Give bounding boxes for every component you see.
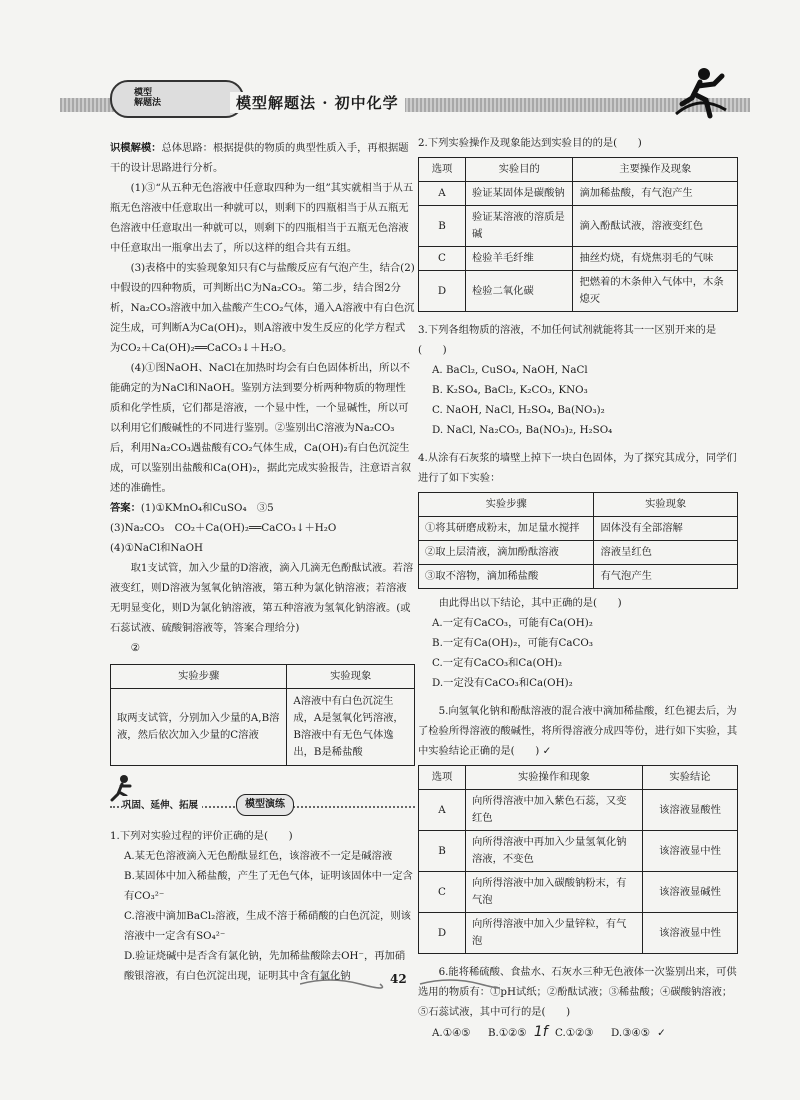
- question-1-option: D.验证烧碱中是否含有氯化钠，先加稀盐酸除去OH⁻，再加硝酸银溶液，有白色沉淀出现，证明其中含有氯化钠: [124, 950, 406, 982]
- table-row: ①将其研磨成粉末，加足量水搅拌 固体没有全部溶解: [419, 517, 738, 541]
- q5-table-header: 实验操作和现象: [466, 766, 643, 790]
- answer-line-4-detail: 取1支试管，加入少量的D溶液，滴入几滴无色酚酞试液。若溶液变红，则D溶液为氢氧化钠溶液，第五种为氯化钠溶液；若溶液无明显变化，则D为氯化钠溶液，第五种溶液为氢氧化钠溶液。(或石蕊试液、硫酸铜溶液等，答案合理给分): [110, 562, 414, 634]
- question-5-table: [418, 765, 738, 954]
- table-row: C 向所得溶液中加入碳酸钠粉末，有气泡 该溶液显碱性: [419, 872, 738, 913]
- right-column: [418, 133, 738, 1043]
- page-footer: [300, 970, 500, 994]
- question-4-option: D.一定没有CaCO₃和Ca(OH)₂: [432, 677, 573, 689]
- question-3-option: B. K₂SO₄, BaCl₂, K₂CO₃, KNO₃: [432, 384, 588, 396]
- page-number: 42: [390, 972, 407, 986]
- analysis-part-1: (1)③“从五种无色溶液中任意取四种为一组”其实就相当于从五瓶无色溶液中任意取出一种就可以，则剩下的四瓶相当于从五瓶无色溶液中任意取出一种就可以，则剩下的四瓶相当于五瓶无色溶液中任意取出一瓶拿出去了，所以这样的组合共有五组。: [110, 182, 414, 254]
- answer-table-header: 实验现象: [287, 665, 415, 689]
- table-row: D 向所得溶液中加入少量锌粒，有气泡 该溶液显中性: [419, 913, 738, 954]
- answer-line-3: (3)Na₂CO₃ CO₂＋Ca(OH)₂══CaCO₃↓＋H₂O: [110, 522, 337, 534]
- answer-table-cell: 取两支试管，分别加入少量的A,B溶液，然后依次加入少量的C溶液: [111, 689, 287, 766]
- left-column: [110, 138, 415, 986]
- question-4-option: C.一定有CaCO₃和Ca(OH)₂: [432, 657, 563, 669]
- analysis-part-4: (4)①图NaOH、NaCl在加热时均会有白色固体析出，所以不能确定的为NaCl和NaOH。鉴别方法到要分析两种物质的物理性质和化学性质，它们都是溶液，一个显中性，一个显碱性，所以可以利用它们酸碱性的不同进行鉴别。②鉴别出C溶液为Na₂CO₃后，利用Na₂CO₃遇盐酸有CO₂气体生成，Ca(OH)₂有白色沉淀生成，可以鉴别出盐酸和Ca(OH)₂，据此完成实验报告，注意语言叙述的准确性。: [110, 362, 412, 494]
- answer-table-header: 实验步骤: [111, 665, 287, 689]
- q2-table-header: 主要操作及现象: [573, 158, 738, 182]
- question-6-options: A.①④⑤ B.①②⑤ 1f C.①②③ D.③④⑤ ✓: [432, 1024, 666, 1040]
- banner-subtitle: 巩固、延伸、拓展: [122, 796, 202, 816]
- question-1: 1.下列对实验过程的评价正确的是( ): [110, 830, 293, 842]
- q5-table-header: 实验结论: [643, 766, 738, 790]
- q4-table-header: 实验现象: [594, 493, 738, 517]
- question-3-option: A. BaCl₂, CuSO₄, NaOH, NaCl: [432, 364, 588, 376]
- table-row: C 检验羊毛纤维 抽丝灼烧，有烧焦羽毛的气味: [419, 247, 738, 271]
- question-1-option: A.某无色溶液滴入无色酚酞显红色，该溶液不一定是碱溶液: [124, 850, 393, 862]
- question-3: 3.下列各组物质的溶液，不加任何试剂就能将其一一区别开来的是( ): [418, 324, 717, 356]
- q5-table-header: 选项: [419, 766, 466, 790]
- table-row: B 向所得溶液中再加入少量氢氧化钠溶液，不变色 该溶液显中性: [419, 831, 738, 872]
- question-2-table: [418, 157, 738, 312]
- table-row: A 验证某固体是碳酸钠 滴加稀盐酸，有气泡产生: [419, 182, 738, 206]
- table-row: B 验证某溶液的溶质是碱 滴入酚酞试液，溶液变红色: [419, 206, 738, 247]
- question-4-table: [418, 492, 738, 589]
- q2-table-header: 选项: [419, 158, 466, 182]
- answer-table: [110, 664, 415, 766]
- analysis-marker: 识模解模：: [110, 142, 162, 154]
- question-4: 4.从涂有石灰浆的墙壁上掉下一块白色固体，为了探究其成分，同学们进行了如下实验：: [418, 452, 737, 484]
- question-5: 5.向氢氧化钠和酚酞溶液的混合液中滴加稀盐酸，红色褪去后，为了检验所得溶液的酸碱性，将所得溶液分成四等份，进行如下实验，其中实验结论正确的是( ) ✓: [418, 705, 738, 757]
- question-6: 6.能将稀硫酸、食盐水、石灰水三种无色液体一次鉴别出来，可供选用的物质有：①pH试纸；②酚酞试液；③稀盐酸；④碳酸钠溶液；⑤石蕊试液，其中可行的是( ): [418, 966, 737, 1018]
- table-row: ②取上层清液，滴加酚酞溶液 溶液呈红色: [419, 541, 738, 565]
- handwritten-mark: 1f: [533, 1024, 548, 1040]
- model-analysis: 识模解模：总体思路：根据提供的物质的典型性质入手，再根据题干的设计思路进行分析。: [110, 142, 409, 174]
- handwritten-check: ✓: [542, 745, 552, 757]
- answer-line-1: 答案：(1)①KMnO₄和CuSO₄ ③5: [110, 502, 274, 514]
- header-title: 模型解题法 · 初中化学: [230, 92, 405, 113]
- question-3-option: D. NaCl, Na₂CO₃, Ba(NO₃)₂, H₂SO₄: [432, 424, 613, 436]
- practice-banner: [110, 780, 415, 820]
- header-badge-label: 模型 解题法: [134, 88, 162, 108]
- question-2: 2.下列实验操作及现象能达到实验目的的是( ): [418, 137, 642, 149]
- question-4-prompt: 由此得出以下结论，其中正确的是( ): [438, 597, 622, 609]
- question-3-option: C. NaOH, NaCl, H₂SO₄, Ba(NO₃)₂: [432, 404, 605, 416]
- analysis-part-3: (3)表格中的实验现象知只有C与盐酸反应有气泡产生，结合(2)中假设的四种物质，可判断出C为Na₂CO₃。第二步，结合图2分析，Na₂CO₃溶液中加入盐酸产生CO₂气体，通入A溶液中有白色沉淀生成，可判断A为Ca(OH)₂，则A溶液中发生反应的化学方程式为CO₂＋Ca(OH)₂══CaCO₃↓＋H₂O。: [110, 262, 415, 354]
- question-4-option: A.一定有CaCO₃，可能有Ca(OH)₂: [432, 617, 593, 629]
- answer-table-cell: A溶液中有白色沉淀生成，A是氢氧化钙溶液，B溶液中有无色气体逸出，B是稀盐酸: [287, 689, 415, 766]
- answer-line-4-part2: ②: [130, 642, 140, 654]
- question-4-option: B.一定有Ca(OH)₂，可能有CaCO₃: [432, 637, 593, 649]
- banner-title: 模型演练: [236, 794, 294, 816]
- question-1-option: C.溶液中滴加BaCl₂溶液，生成不溶于稀硝酸的白色沉淀，则该溶液中一定含有SO₄²⁻: [124, 910, 411, 942]
- table-row: A 向所得溶液中加入紫色石蕊，又变红色 该溶液显酸性: [419, 790, 738, 831]
- handwritten-tick: ✓: [657, 1027, 666, 1039]
- table-row: ③取不溶物，滴加稀盐酸 有气泡产生: [419, 565, 738, 589]
- q4-table-header: 实验步骤: [419, 493, 594, 517]
- header-badge: [110, 80, 244, 118]
- page-header: [60, 78, 750, 114]
- question-1-option: B.某固体中加入稀盐酸，产生了无色气体，证明该固体中一定含有CO₃²⁻: [124, 870, 413, 902]
- answer-marker: 答案：: [110, 502, 141, 514]
- q2-table-header: 实验目的: [466, 158, 573, 182]
- answer-line-4: (4)①NaCl和NaOH: [110, 542, 204, 554]
- running-figure-icon: [670, 64, 730, 122]
- table-row: D 检验二氧化碳 把燃着的木条伸入气体中，木条熄灭: [419, 271, 738, 312]
